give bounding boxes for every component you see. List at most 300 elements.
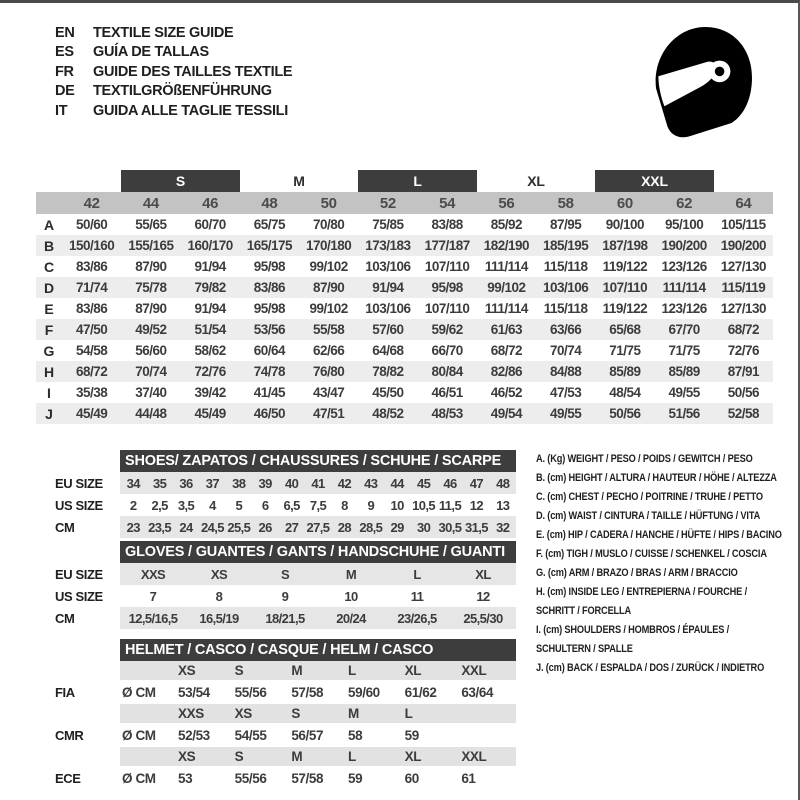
textile-value: 91/94 [194, 301, 226, 316]
textile-value: 63/66 [549, 322, 582, 337]
textile-value: 87/90 [135, 301, 167, 316]
row-letter: G [43, 342, 55, 359]
textile-value: 82/86 [490, 364, 523, 379]
textile-value: 48/53 [431, 406, 463, 421]
shoes-cell: 45 [416, 475, 431, 491]
textile-value: 49/54 [490, 406, 523, 421]
gloves-cell: XS [210, 566, 228, 582]
helmet-cell: M [291, 749, 303, 764]
diameter-label [120, 661, 176, 680]
gloves-cell: 16,5/19 [199, 610, 239, 626]
gloves-cell: 20/24 [336, 610, 366, 626]
language-title: TEXTILE SIZE GUIDE [93, 24, 234, 41]
row-letter: B [43, 237, 55, 254]
language-title: GUIDE DES TAILLES TEXTILE [93, 63, 293, 80]
legend-line: D. (cm) WAIST / CINTURA / TAILLE / HÜFTUNG / VITA [536, 510, 761, 522]
textile-value: 190/200 [661, 238, 707, 253]
textile-value: 119/122 [602, 259, 648, 274]
language-code: FR [55, 63, 74, 80]
legend-line: I. (cm) SHOULDERS / HOMBROS / ÉPAULES / [536, 624, 729, 636]
gloves-cell: XL [475, 566, 491, 582]
gloves-table [120, 541, 516, 629]
size-label: 48 [261, 194, 278, 212]
textile-value: 37/40 [135, 385, 167, 400]
language-code: ES [55, 44, 74, 61]
shoes-cell: 46 [443, 475, 457, 491]
textile-value: 177/187 [424, 238, 470, 253]
textile-value: 115/118 [543, 301, 588, 316]
language-row [55, 62, 292, 82]
textile-value: 99/102 [487, 280, 526, 295]
legend-line: C. (cm) CHEST / PECHO / POITRINE / TRUHE / PETTO [536, 491, 763, 503]
helmet-cell: XS [178, 749, 196, 764]
helmet-cell: S [234, 749, 244, 764]
textile-value: 43/47 [312, 385, 345, 400]
shoes-cell: 40 [284, 475, 299, 491]
helmet-cell: 55/56 [234, 770, 267, 786]
cert-label-spacer [55, 661, 119, 680]
textile-value: 87/91 [727, 364, 760, 379]
cert-label-spacer [55, 747, 119, 766]
row-label: US SIZE [55, 497, 103, 513]
shoes-cell: 38 [232, 475, 246, 491]
textile-value: 56/60 [135, 343, 167, 358]
textile-value: 83/86 [75, 301, 108, 316]
helmet-row [120, 704, 516, 723]
language-title: GUIDA ALLE TAGLIE TESSILI [93, 102, 288, 119]
shoes-cell: 23,5 [148, 519, 172, 535]
textile-value: 47/50 [75, 322, 108, 337]
cert-label: FIA [55, 684, 75, 700]
shoes-cell: 29 [390, 519, 404, 535]
helmet-cell: 61 [461, 770, 476, 786]
textile-value: 87/90 [135, 259, 167, 274]
textile-value: 70/74 [135, 364, 167, 379]
size-band-xxl: XXL [595, 170, 714, 192]
shoes-cell: 24 [179, 519, 193, 535]
row-label: CM [55, 519, 75, 535]
row-label: CM [55, 610, 75, 626]
row-letter: H [43, 363, 55, 380]
helmet-cell: 56/57 [291, 727, 324, 743]
textile-value: 90/100 [605, 217, 645, 232]
textile-value: 59/62 [431, 322, 463, 337]
textile-value: 46/50 [253, 406, 286, 421]
helmet-cell: XL [404, 749, 422, 764]
textile-value: 45/49 [75, 406, 108, 421]
textile-size-table [36, 170, 773, 424]
gloves-cell: XXS [140, 566, 166, 582]
helmet-cell: 57/58 [291, 684, 324, 700]
shoes-cell: 2 [129, 497, 137, 513]
shoes-cell: 12 [469, 497, 484, 513]
row-letter: J [45, 405, 53, 422]
textile-value: 35/38 [75, 385, 108, 400]
size-label: 44 [142, 194, 159, 212]
textile-value: 75/78 [135, 280, 167, 295]
shoes-cell: 34 [126, 475, 140, 491]
textile-row-J [36, 403, 773, 424]
helmet-cell: 59 [404, 727, 419, 743]
textile-table-body [36, 214, 773, 424]
textile-value: 103/106 [365, 301, 411, 316]
textile-value: 49/55 [549, 406, 582, 421]
gloves-cell: 12,5/16,5 [128, 610, 178, 626]
textile-value: 115/119 [721, 280, 766, 295]
textile-value: 71/75 [609, 343, 641, 358]
textile-value: 54/58 [75, 343, 108, 358]
textile-value: 55/65 [135, 217, 167, 232]
diameter-label: Ø CM [122, 727, 156, 743]
textile-value: 182/190 [483, 238, 530, 253]
textile-value: 50/56 [727, 385, 760, 400]
language-code: IT [55, 102, 68, 119]
textile-row-C [36, 256, 773, 277]
textile-value: 39/42 [194, 385, 226, 400]
helmet-cell: 53/54 [178, 684, 210, 700]
textile-value: 45/50 [372, 385, 404, 400]
size-letter-bands [36, 170, 773, 192]
textile-value: 68/72 [490, 343, 523, 358]
size-label: 54 [439, 194, 456, 212]
size-band-m: M [293, 173, 305, 189]
textile-value: 190/200 [720, 238, 767, 253]
gloves-cell: 11 [410, 588, 424, 604]
helmet-cell: 54/55 [234, 727, 267, 743]
shoes-row-labels [55, 472, 119, 538]
textile-value: 170/180 [305, 238, 352, 253]
racing-helmet-icon [644, 19, 764, 143]
textile-value: 95/98 [431, 280, 463, 295]
helmet-cell: XXL [461, 663, 487, 678]
helmet-cell: S [291, 706, 300, 721]
helmet-cell: XS [178, 663, 196, 678]
helmet-cell [459, 704, 516, 723]
helmet-row [120, 766, 516, 790]
size-number-row [36, 192, 773, 214]
textile-value: 127/130 [720, 259, 767, 274]
helmet-cell: L [404, 706, 413, 721]
helmet-cell [459, 723, 516, 747]
helmet-cell: L [348, 663, 356, 678]
textile-value: 58/62 [194, 343, 226, 358]
row-letter: E [44, 300, 54, 317]
helmet-cell: 59/60 [348, 684, 380, 700]
legend-line: B. (cm) HEIGHT / ALTURA / HAUTEUR / HÖHE / ALTEZZA [536, 472, 777, 484]
helmet-cell: 60 [404, 770, 419, 786]
helmet-row [120, 680, 516, 704]
diameter-label [120, 704, 176, 723]
size-label: 50 [320, 194, 337, 212]
textile-row-F [36, 319, 773, 340]
helmet-cell: M [348, 706, 359, 721]
gloves-row [120, 563, 516, 585]
helmet-cell: XS [234, 706, 252, 721]
gloves-cell: 12 [476, 588, 490, 604]
legend-line: A. (Kg) WEIGHT / PESO / POIDS / GEWITCH / PESO [536, 453, 753, 465]
shoes-cell: 25,5 [227, 519, 251, 535]
textile-value: 84/88 [549, 364, 582, 379]
shoes-row [120, 472, 516, 494]
shoes-cell: 7,5 [309, 497, 327, 513]
shoes-cell: 30,5 [438, 519, 462, 535]
shoes-cell: 9 [367, 497, 375, 513]
textile-value: 83/86 [75, 259, 108, 274]
gloves-cell: 23/26,5 [397, 610, 437, 626]
textile-value: 103/106 [542, 280, 589, 295]
textile-value: 107/110 [602, 280, 648, 295]
shoes-cell: 36 [179, 475, 193, 491]
textile-value: 111/114 [484, 259, 528, 274]
shoes-cell: 6,5 [283, 497, 300, 513]
row-letter: C [43, 258, 55, 275]
textile-value: 173/183 [365, 238, 411, 253]
shoes-cell: 27 [284, 519, 299, 535]
shoes-row [120, 494, 516, 516]
shoes-cell: 30 [416, 519, 431, 535]
textile-value: 85/89 [668, 364, 700, 379]
textile-value: 78/82 [372, 364, 404, 379]
language-title: GUÍA DE TALLAS [93, 44, 209, 61]
textile-value: 65/68 [609, 322, 641, 337]
band-spacer [36, 170, 121, 192]
textile-value: 79/82 [194, 280, 226, 295]
diameter-label: Ø CM [122, 684, 156, 700]
helmet-cell: 55/56 [234, 684, 267, 700]
size-band-xl: XL [527, 173, 545, 189]
language-row [55, 82, 292, 102]
textile-row-I [36, 382, 773, 403]
textile-value: 53/56 [253, 322, 286, 337]
helmet-row [120, 661, 516, 680]
textile-row-A [36, 214, 773, 235]
textile-value: 66/70 [431, 343, 463, 358]
shoes-cell: 3,5 [177, 497, 195, 513]
gloves-cell: 8 [215, 588, 223, 604]
textile-row-B [36, 235, 773, 256]
textile-row-D [36, 277, 773, 298]
textile-value: 103/106 [365, 259, 411, 274]
textile-value: 91/94 [372, 280, 404, 295]
size-label: 52 [379, 194, 396, 212]
legend-line: G. (cm) ARM / BRAZO / BRAS / ARM / BRACCIO [536, 567, 738, 579]
textile-value: 49/52 [135, 322, 167, 337]
legend-line: SCHRITT / FORCELLA [536, 605, 632, 617]
size-label: 60 [616, 194, 633, 212]
diameter-label [120, 747, 176, 766]
textile-value: 127/130 [720, 301, 767, 316]
helmet-cell: 57/58 [291, 770, 324, 786]
textile-value: 185/195 [542, 238, 589, 253]
shoes-row [120, 516, 516, 538]
shoes-cell: 23 [126, 519, 140, 535]
textile-value: 60/64 [253, 343, 286, 358]
helmet-cell: 61/62 [404, 684, 437, 700]
textile-value: 91/94 [194, 259, 226, 274]
language-row [55, 43, 292, 63]
legend-line: H. (cm) INSIDE LEG / ENTREPIERNA / FOURCHE / [536, 586, 747, 598]
textile-value: 46/51 [431, 385, 463, 400]
textile-value: 123/126 [661, 301, 707, 316]
textile-value: 80/84 [431, 364, 463, 379]
textile-value: 51/54 [194, 322, 226, 337]
textile-value: 49/55 [668, 385, 700, 400]
shoes-cell: 28 [337, 519, 352, 535]
textile-value: 76/80 [312, 364, 345, 379]
textile-value: 67/70 [668, 322, 700, 337]
textile-value: 165/175 [246, 238, 293, 253]
legend-line: F. (cm) TIGH / MUSLO / CUISSE / SCHENKEL / COSCIA [536, 548, 767, 560]
textile-value: 70/74 [549, 343, 582, 358]
shoes-cell: 27,5 [306, 519, 330, 535]
textile-value: 160/170 [187, 238, 233, 253]
shoes-cell: 48 [496, 475, 510, 491]
gloves-cell: 10 [344, 588, 358, 604]
row-letter: A [43, 216, 55, 233]
shoes-cell: 47 [469, 475, 484, 491]
shoes-cell: 37 [205, 475, 220, 491]
row-letter: I [47, 384, 51, 401]
shoes-cell: 5 [235, 497, 243, 513]
textile-value: 47/51 [312, 406, 345, 421]
textile-value: 71/74 [75, 280, 108, 295]
helmet-cert-labels [55, 661, 119, 790]
helmet-cell: 58 [348, 727, 363, 743]
shoes-cell: 10,5 [412, 497, 436, 513]
helmet-table [120, 639, 516, 790]
size-label: 56 [498, 194, 515, 212]
helmet-cell: 59 [348, 770, 363, 786]
textile-value: 61/63 [490, 322, 523, 337]
textile-value: 187/198 [602, 238, 648, 253]
textile-value: 107/110 [424, 301, 470, 316]
gloves-row [120, 585, 516, 607]
gloves-row [120, 607, 516, 629]
shoes-cell: 8 [341, 497, 348, 513]
shoes-table-body [120, 472, 516, 538]
gloves-cell: L [413, 566, 421, 582]
shoes-table-title: SHOES/ ZAPATOS / CHAUSSURES / SCHUHE / SCARPE [120, 450, 516, 472]
textile-value: 150/160 [68, 238, 115, 253]
textile-value: 75/85 [372, 217, 404, 232]
gloves-cell: 25,5/30 [463, 610, 503, 626]
textile-value: 72/76 [194, 364, 226, 379]
textile-value: 45/49 [194, 406, 226, 421]
textile-value: 50/56 [609, 406, 641, 421]
textile-value: 85/92 [490, 217, 523, 232]
shoes-cell: 11,5 [438, 497, 462, 513]
gloves-cell: 7 [149, 588, 157, 604]
helmet-cell: 63/64 [461, 684, 494, 700]
textile-value: 57/60 [372, 322, 404, 337]
textile-value: 50/60 [75, 217, 108, 232]
textile-value: 51/56 [668, 406, 700, 421]
shoes-cell: 28,5 [359, 519, 383, 535]
textile-value: 68/72 [75, 364, 108, 379]
size-band-s: S [121, 170, 240, 192]
band-spacer [714, 170, 773, 192]
textile-value: 111/114 [662, 280, 706, 295]
textile-value: 85/89 [609, 364, 641, 379]
shoes-cell: 41 [311, 475, 325, 491]
textile-value: 62/66 [312, 343, 345, 358]
helmet-table-title: HELMET / CASCO / CASQUE / HELM / CASCO [120, 639, 516, 661]
textile-value: 111/114 [484, 301, 528, 316]
shoes-table [120, 450, 516, 538]
language-code: EN [55, 24, 75, 41]
shoes-cell: 32 [496, 519, 510, 535]
helmet-cell: M [291, 663, 303, 678]
gloves-cell: M [345, 566, 357, 582]
textile-value: 60/70 [194, 217, 226, 232]
size-label: 46 [202, 194, 219, 212]
textile-value: 71/75 [668, 343, 700, 358]
textile-value: 70/80 [312, 217, 345, 232]
textile-value: 107/110 [424, 259, 470, 274]
textile-value: 83/86 [253, 280, 286, 295]
size-label: 42 [83, 194, 100, 212]
textile-value: 95/100 [664, 217, 704, 232]
legend-line: J. (cm) BACK / ESPALDA / DOS / ZURÜCK / INDIETRO [536, 662, 765, 674]
textile-value: 74/78 [253, 364, 286, 379]
textile-value: 95/98 [253, 259, 286, 274]
row-label: US SIZE [55, 588, 103, 604]
textile-value: 72/76 [727, 343, 760, 358]
textile-value: 95/98 [253, 301, 286, 316]
textile-value: 123/126 [661, 259, 707, 274]
cert-label: CMR [55, 727, 84, 743]
gloves-cell: 18/21,5 [265, 610, 305, 626]
helmet-row [120, 723, 516, 747]
textile-value: 155/165 [128, 238, 174, 253]
textile-value: 68/72 [727, 322, 760, 337]
row-letter: D [43, 279, 55, 296]
textile-value: 83/88 [431, 217, 463, 232]
textile-value: 48/52 [372, 406, 404, 421]
measurement-legend [536, 450, 796, 678]
textile-value: 46/52 [490, 385, 523, 400]
textile-row-E [36, 298, 773, 319]
language-title-list [55, 23, 292, 121]
textile-value: 99/102 [309, 259, 348, 274]
shoes-cell: 2,5 [151, 497, 168, 513]
row-label: EU SIZE [55, 566, 103, 582]
language-row [55, 23, 292, 43]
row-label: EU SIZE [55, 475, 103, 491]
cert-label-spacer [55, 704, 119, 723]
legend-line: SCHULTERN / SPALLE [536, 643, 633, 655]
textile-value: 115/118 [543, 259, 588, 274]
textile-value: 87/90 [312, 280, 345, 295]
shoes-cell: 42 [337, 475, 352, 491]
helmet-cell: XXS [178, 706, 204, 721]
textile-value: 119/122 [602, 301, 648, 316]
textile-value: 47/53 [549, 385, 582, 400]
textile-value: 44/48 [135, 406, 167, 421]
gloves-table-title: GLOVES / GUANTES / GANTS / HANDSCHUHE / GUANTI [120, 541, 516, 563]
shoes-cell: 26 [258, 519, 272, 535]
helmet-cell: L [348, 749, 356, 764]
shoes-cell: 13 [496, 497, 510, 513]
gloves-cell: S [280, 566, 290, 582]
size-corner [36, 192, 62, 214]
shoes-cell: 6 [261, 497, 269, 513]
helmet-cell: XXL [461, 749, 487, 764]
textile-value: 87/95 [549, 217, 582, 232]
row-letter: F [44, 321, 54, 338]
shoes-cell: 10 [390, 497, 404, 513]
textile-row-H [36, 361, 773, 382]
